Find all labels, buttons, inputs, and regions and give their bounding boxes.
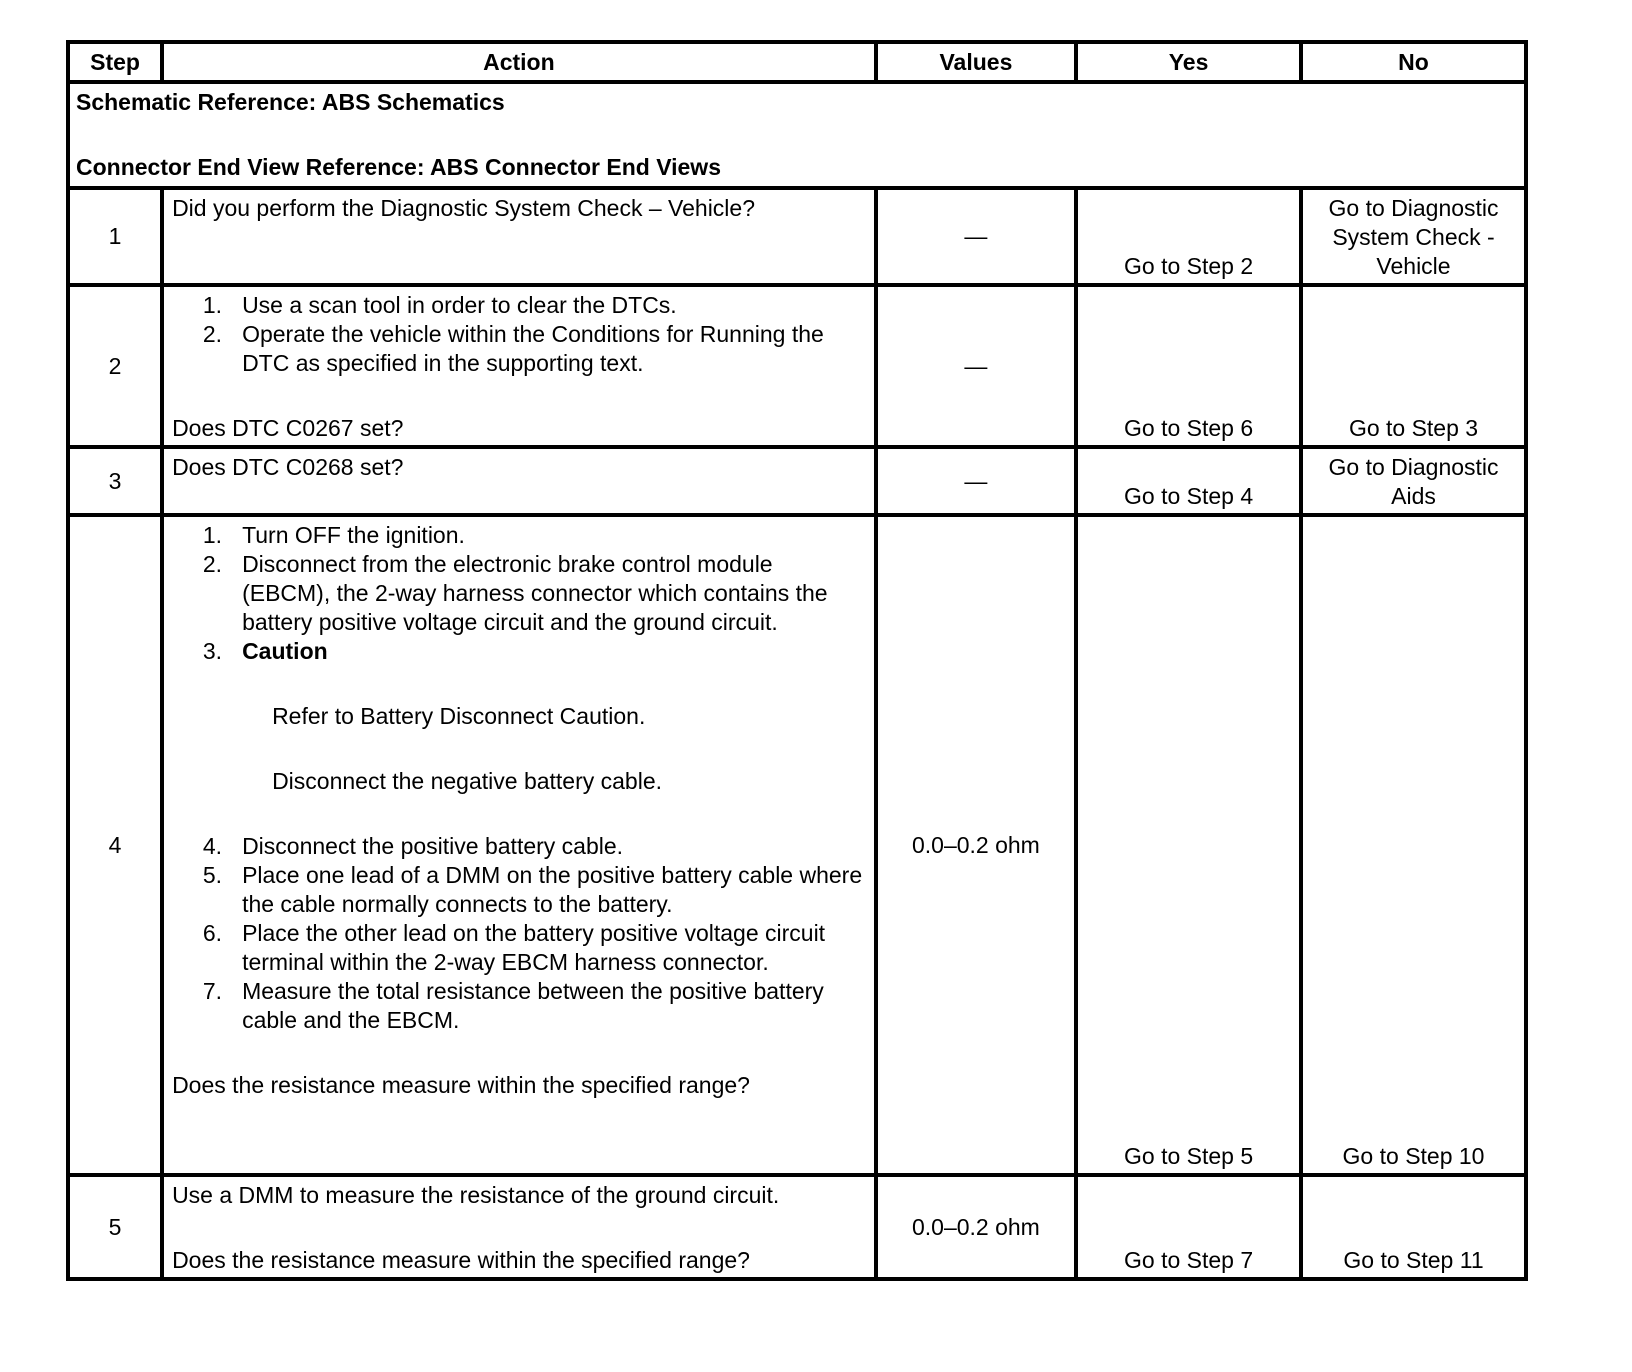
step-number: 5	[68, 1175, 162, 1279]
header-yes: Yes	[1076, 42, 1301, 82]
header-row	[68, 42, 1526, 82]
item-number: 1.	[202, 292, 223, 318]
no-cell: Go to Step 11	[1301, 1175, 1526, 1279]
table-row	[68, 515, 1526, 1175]
table-row	[68, 1175, 1526, 1279]
action-cell	[162, 447, 876, 515]
no-cell: Go to Diagnostic System Check - Vehicle	[1301, 188, 1526, 285]
step-number: 3	[68, 447, 162, 515]
item-number: 1.	[202, 522, 223, 548]
caution-text: Refer to Battery Disconnect Caution.	[272, 703, 646, 729]
diagnostic-table-sheet	[66, 40, 1528, 1281]
action-text: Use a DMM to measure the resistance of the ground circuit.	[172, 1182, 780, 1208]
reference-cell	[68, 82, 1526, 188]
values-cell: 0.0–0.2 ohm	[876, 515, 1076, 1175]
step-number: 4	[68, 515, 162, 1175]
table-row	[68, 447, 1526, 515]
action-cell	[162, 285, 876, 447]
action-text: Did you perform the Diagnostic System Check – Vehicle?	[172, 195, 756, 221]
values-cell: 0.0–0.2 ohm	[876, 1175, 1076, 1279]
item-number: 2.	[202, 551, 223, 577]
list-item	[172, 637, 866, 666]
caution-action: Disconnect the negative battery cable.	[272, 768, 663, 794]
step-number: 2	[68, 285, 162, 447]
no-cell: Go to Step 3	[1301, 285, 1526, 447]
item-text: Operate the vehicle within the Conditions for Running the DTC as specified in the supporting text.	[242, 321, 824, 376]
item-number: 4.	[202, 833, 223, 859]
item-text: Use a scan tool in order to clear the DTCs.	[242, 292, 677, 318]
values-cell: —	[876, 447, 1076, 515]
step-number: 1	[68, 188, 162, 285]
table-row	[68, 285, 1526, 447]
item-number: 2.	[202, 321, 223, 347]
item-number: 5.	[202, 862, 223, 888]
reference-row	[68, 82, 1526, 188]
header-values: Values	[876, 42, 1076, 82]
header-no: No	[1301, 42, 1526, 82]
question-text: Does DTC C0267 set?	[172, 415, 404, 441]
item-text: Disconnect the positive battery cable.	[242, 833, 624, 859]
schematic-reference: Schematic Reference: ABS Schematics	[76, 89, 505, 115]
yes-cell: Go to Step 4	[1076, 447, 1301, 515]
item-text: Disconnect from the electronic brake control module (EBCM), the 2-way harness connector which contains the battery positive voltage circuit and the ground circuit.	[242, 551, 828, 635]
item-number: 7.	[202, 978, 223, 1004]
yes-cell: Go to Step 6	[1076, 285, 1301, 447]
values-cell: —	[876, 188, 1076, 285]
item-number: 6.	[202, 920, 223, 946]
yes-cell: Go to Step 7	[1076, 1175, 1301, 1279]
item-text: Place the other lead on the battery positive voltage circuit terminal within the 2-way EBCM harness connector.	[242, 920, 826, 975]
header-step: Step	[68, 42, 162, 82]
yes-cell: Go to Step 2	[1076, 188, 1301, 285]
action-cell	[162, 515, 876, 1175]
values-cell: —	[876, 285, 1076, 447]
item-text: Place one lead of a DMM on the positive battery cable where the cable normally connects to the battery.	[242, 862, 863, 917]
list-item	[172, 977, 866, 1035]
list-item	[172, 919, 866, 977]
no-cell: Go to Diagnostic Aids	[1301, 447, 1526, 515]
list-item	[172, 521, 866, 550]
no-cell: Go to Step 10	[1301, 515, 1526, 1175]
action-cell	[162, 188, 876, 285]
yes-cell: Go to Step 5	[1076, 515, 1301, 1175]
action-text: Does DTC C0268 set?	[172, 454, 404, 480]
list-item	[172, 291, 866, 320]
table-row	[68, 188, 1526, 285]
list-item	[172, 320, 866, 378]
question-text: Does the resistance measure within the specified range?	[172, 1072, 750, 1098]
list-item	[172, 832, 866, 861]
connector-reference: Connector End View Reference: ABS Connector End Views	[76, 154, 721, 180]
caution-heading: Caution	[242, 638, 328, 664]
list-item	[172, 861, 866, 919]
diagnostic-table	[66, 40, 1528, 1281]
item-text: Measure the total resistance between the positive battery cable and the EBCM.	[242, 978, 824, 1033]
header-action: Action	[162, 42, 876, 82]
question-text: Does the resistance measure within the specified range?	[172, 1247, 750, 1273]
action-cell	[162, 1175, 876, 1279]
item-number: 3.	[202, 638, 223, 664]
item-text: Turn OFF the ignition.	[242, 522, 465, 548]
list-item	[172, 550, 866, 637]
